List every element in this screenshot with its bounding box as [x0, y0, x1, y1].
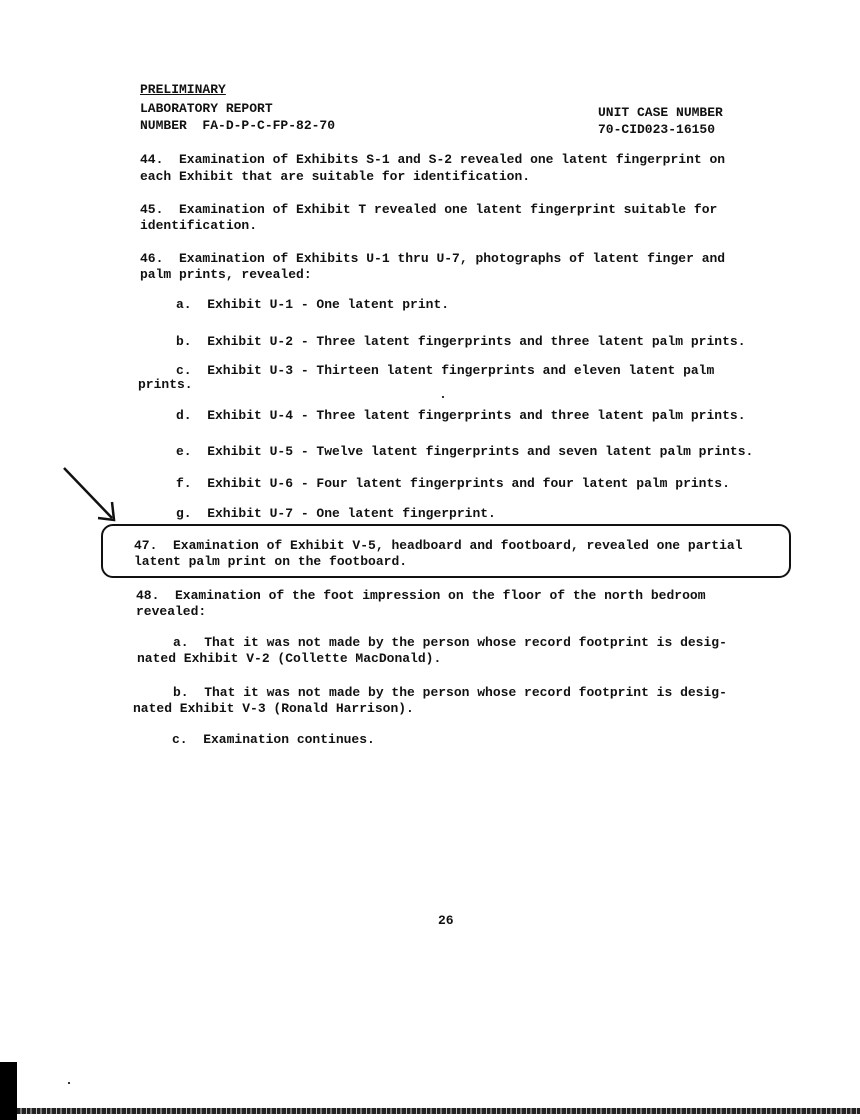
page-number: 26	[438, 913, 454, 928]
header-report-number: NUMBER FA-D-P-C-FP-82-70	[140, 118, 336, 133]
item-b: b. Exhibit U-2 - Three latent fingerprints and three latent palm prints.	[176, 334, 746, 349]
item-c-line1: c. Exhibit U-3 - Thirteen latent fingerprints and eleven latent palm	[176, 363, 715, 378]
paragraph-45-line2: identification.	[140, 218, 258, 233]
paragraph-44-line2: each Exhibit that are suitable for identification.	[140, 169, 531, 184]
paragraph-44-line1: 44. Examination of Exhibits S-1 and S-2 revealed one latent fingerprint on	[140, 152, 726, 167]
scan-speck	[442, 396, 444, 398]
item-d: d. Exhibit U-4 - Three latent fingerprints and three latent palm prints.	[176, 408, 746, 423]
scan-bottom-edge	[17, 1108, 860, 1114]
header-lab-report: LABORATORY REPORT	[140, 101, 273, 116]
paragraph-48b-line2: nated Exhibit V-3 (Ronald Harrison).	[133, 701, 414, 716]
item-f: f. Exhibit U-6 - Four latent fingerprints and four latent palm prints.	[176, 476, 730, 491]
header-unit-case-label: UNIT CASE NUMBER	[598, 105, 723, 120]
item-e: e. Exhibit U-5 - Twelve latent fingerprints and seven latent palm prints.	[176, 444, 754, 459]
paragraph-48b-line1: b. That it was not made by the person whose record footprint is desig-	[173, 685, 727, 700]
paragraph-46-line2: palm prints, revealed:	[140, 267, 312, 282]
item-c-line2: prints.	[138, 377, 193, 392]
paragraph-48-line2: revealed:	[136, 604, 207, 619]
item-a: a. Exhibit U-1 - One latent print.	[176, 297, 450, 312]
paragraph-47-line1: 47. Examination of Exhibit V-5, headboard and footboard, revealed one partial	[134, 538, 743, 553]
item-g: g. Exhibit U-7 - One latent fingerprint.	[176, 506, 496, 521]
paragraph-46-line1: 46. Examination of Exhibits U-1 thru U-7, photographs of latent finger and	[140, 251, 726, 266]
header-unit-case-number: 70-CID023-16150	[598, 122, 716, 137]
paragraph-45-line1: 45. Examination of Exhibit T revealed one latent fingerprint suitable for	[140, 202, 718, 217]
header-preliminary: PRELIMINARY	[140, 82, 226, 97]
paragraph-48-line1: 48. Examination of the foot impression on the floor of the north bedroom	[136, 588, 706, 603]
hand-drawn-arrow-icon	[60, 464, 130, 528]
scan-speck	[68, 1082, 70, 1084]
paragraph-48a-line1: a. That it was not made by the person whose record footprint is desig-	[173, 635, 727, 650]
paragraph-48c: c. Examination continues.	[172, 732, 375, 747]
paragraph-47-line2: latent palm print on the footboard.	[134, 554, 408, 569]
paragraph-48a-line2: nated Exhibit V-2 (Collette MacDonald).	[137, 651, 442, 666]
scan-corner-mark	[0, 1062, 17, 1120]
